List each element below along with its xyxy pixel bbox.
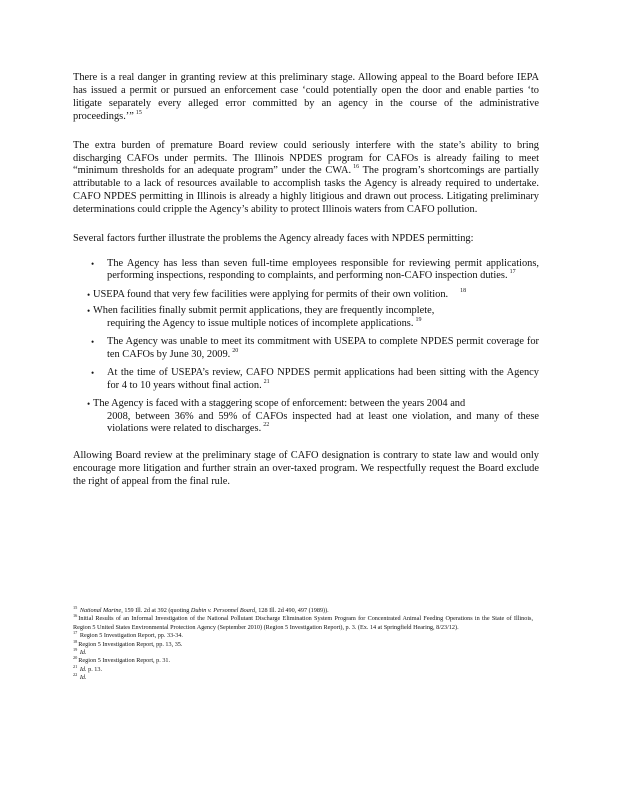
footnote: $^{15}$ National Marine, 159 Ill. 2d at 392 (quoting Dubin v. Personnel Board, 128 Ill. 2d 490, 497 (1989)). [73,605,329,614]
footnote-ref: 17 [509,269,516,276]
list-item: • The Agency is faced with a staggering scope of enforcement: between the years 2004 and 2008, between 36% and 59% of CAFOs inspected had at least one violation, and many of these violations were related to discharges. $^{22}$ [87,398,539,435]
paragraph-factors-intro: Several factors further illustrate the problems the Agency already faces with NPDES permitting: [73,233,474,245]
footnote: $^{22}$ Id. [73,672,87,682]
list-item: • USEPA found that very few facilities were applying for permits of their own volition. $^{18}$ [87,287,467,300]
paragraph-review-danger: There is a real danger in granting review at this preliminary stage. Allowing appeal to the Board before IEPA has issued a permit or pursued an enforcement case ‘could potentially open the door and enable parties ‘to litigate separately every alleged error committed by an agency in the course of the administrative proceedings.’” $^{15}$ [73,72,539,122]
list-item: • At the time of USEPA’s review, CAFO NPDES permit applications had been sitting with the Agency for 4 to 10 years without final action. $^{21}$ [91,367,539,391]
paragraph-extra-burden: The extra burden of premature Board review could seriously interfere with the state’s ability to bring discharging CAFOs under permits. The Illinois NPDES program for CAFOs is already failing to meet “minimum thresholds for an adequate program” under the CWA. $^{16}$ The program’s shortcomings are partially attributable to a lack of resources available to accomplish tasks the Agency is already required to undertake. CAFO NPDES permitting in Illinois is already a highly litigious and drawn out process. Litigating preliminary determinations could cripple the Agency’s ability to protect Illinois waters from CAFO pollution. [73,139,539,216]
footnote-ref: 21 [263,378,270,385]
footnote-ref: 16 [353,164,360,171]
paragraph-conclusion: Allowing Board review at the preliminary stage of CAFO designation is contrary to state law and would only encourage more litigation and further strain an over-taxed program. We respectfully request the Board exclude the right of appeal from the final rule. [73,449,539,487]
footnote: $^{21}$ Id. p. 13. [73,663,103,673]
footnote-ref: 18 [460,287,467,294]
document-body [73,72,539,489]
footnote: $^{18}$Region 5 Investigation Report, pp. 13, 35. [73,638,183,648]
factors-list [73,258,539,436]
list-item: • The Agency was unable to meet its commitment with USEPA to complete NPDES permit coverage for ten CAFOs by June 30, 2009. $^{20}$ [91,336,539,360]
footnote-ref: 19 [415,316,422,323]
footnote-ref: 22 [263,422,270,429]
footnote: $^{19}$ Id. [73,647,87,657]
footnote: $^{17}$ Region 5 Investigation Report, pp. 33-34. [73,630,183,640]
footnote: $^{20}$Region 5 Investigation Report, p. 31. [73,655,171,665]
footnote-ref: 20 [232,347,239,354]
footnote: $^{16}$Initial Results of an Informal Investigation of the National Pollutant Discharge Elimination System Program for Concentrated Animal Feeding Operations in the State of Illinois, Region 5 United States Environmental Protection Agency (September 2010) (Region 5 Investigation Report), p. 3. (Ex. 14 at Springfield Hearing, 8/23/12). [73,613,533,631]
footnotes [73,607,533,683]
list-item: • When facilities finally submit permit applications, they are frequently incomplete, requiring the Agency to issue multiple notices of incomplete applications. $^{19}$ [87,305,435,329]
footnote-ref: 15 [135,109,142,116]
list-item: • The Agency has less than seven full-time employees responsible for reviewing permit applications, performing inspections, responding to complaints, and performing non-CAFO inspection duties. $^{17}$ [91,257,539,282]
